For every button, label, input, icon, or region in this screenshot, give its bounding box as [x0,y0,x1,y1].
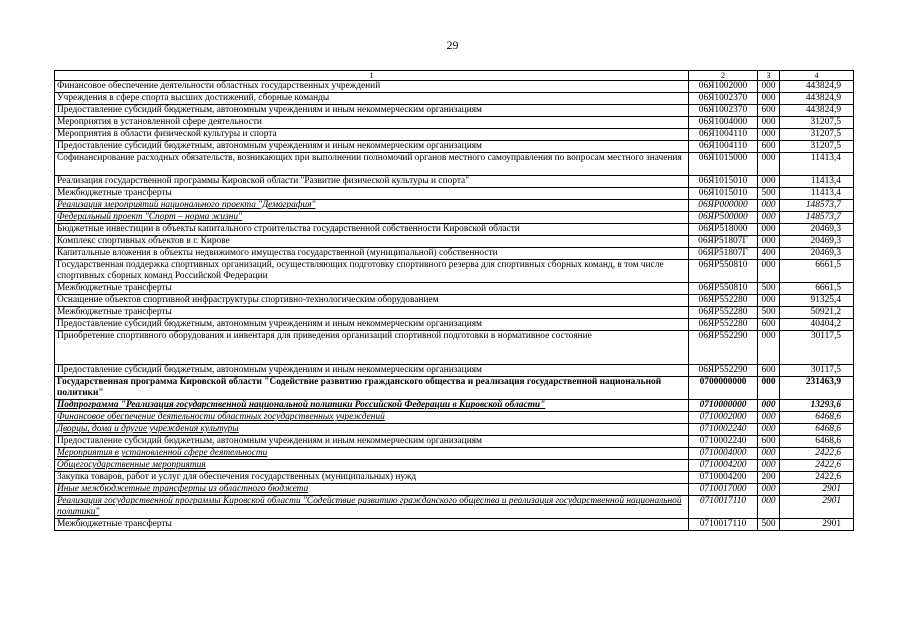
row-name: Мероприятия в установленной сфере деятельности [55,117,689,129]
row-amount: 20469,3 [780,224,854,236]
row-name: Мероприятия в установленной сфере деятельности [55,448,689,460]
row-amount: 30117,5 [780,331,854,365]
table-row [55,412,854,424]
table-row [55,307,854,319]
row-type: 000 [758,117,780,129]
row-amount: 11413,4 [780,176,854,188]
row-amount: 2422,6 [780,472,854,484]
row-code: 06Я1004000 [689,117,758,129]
row-amount: 13293,6 [780,400,854,412]
table-row [55,188,854,200]
row-name: Иные межбюджетные трансферты из областного бюджета [55,484,689,496]
table-row [55,153,854,176]
row-name: Предоставление субсидий бюджетным, автономным учреждениям и иным некоммерческим организациям [55,141,689,153]
table-row [55,484,854,496]
table-row [55,248,854,260]
row-name: Подпрограмма "Реализация государственной национальной политики Российской Федерации в Кировской области" [55,400,689,412]
table-row [55,117,854,129]
row-code: 06ЯP000000 [689,200,758,212]
table-row [55,236,854,248]
row-code: 0710002240 [689,424,758,436]
row-code: 06Я1004110 [689,129,758,141]
row-code: 06ЯP51807Г [689,236,758,248]
row-amount: 6468,6 [780,412,854,424]
table-row [55,295,854,307]
row-code: 06Я1015010 [689,188,758,200]
row-name: Предоставление субсидий бюджетным, автономным учреждениям и иным некоммерческим организациям [55,365,689,377]
row-type: 600 [758,141,780,153]
row-amount: 443824,9 [780,93,854,105]
row-code: 0710002240 [689,436,758,448]
row-type: 500 [758,519,780,531]
table-row [55,93,854,105]
row-code: 06ЯP552280 [689,295,758,307]
row-code: 06ЯP518000 [689,224,758,236]
row-name: Закупка товаров, работ и услуг для обеспечения государственных (муниципальных) нужд [55,472,689,484]
row-code: 0710017110 [689,519,758,531]
row-name: Дворцы, дома и другие учреждения культуры [55,424,689,436]
table-row [55,519,854,531]
table-row [55,129,854,141]
row-code: 06ЯP550810 [689,260,758,283]
row-type: 000 [758,331,780,365]
table-row [55,319,854,331]
row-type: 000 [758,236,780,248]
row-type: 000 [758,400,780,412]
row-name: Межбюджетные трансферты [55,519,689,531]
row-amount: 6468,6 [780,424,854,436]
row-code: 06Я1002370 [689,105,758,117]
table-row [55,472,854,484]
table-row [55,283,854,295]
header-col-1: 1 [55,71,689,81]
row-amount: 31207,5 [780,117,854,129]
row-code: 06Я1002370 [689,93,758,105]
header-row [55,71,854,81]
row-name: Предоставление субсидий бюджетным, автономным учреждениям и иным некоммерческим организациям [55,436,689,448]
row-amount: 20469,3 [780,248,854,260]
row-code: 0710002000 [689,412,758,424]
row-name: Государственная программа Кировской области "Содействие развитию гражданского общества и реализация государственной национальной политики" [55,377,689,400]
row-type: 000 [758,224,780,236]
row-amount: 40404,2 [780,319,854,331]
table-row [55,260,854,283]
row-code: 06ЯP550810 [689,283,758,295]
table-row [55,212,854,224]
row-amount: 6661,5 [780,260,854,283]
row-type: 200 [758,472,780,484]
row-name: Общегосударственные мероприятия [55,460,689,472]
row-name: Оснащение объектов спортивной инфраструктуры спортивно-технологическим оборудованием [55,295,689,307]
row-code: 06Я1015000 [689,153,758,176]
table-row [55,176,854,188]
header-col-3: 3 [758,71,780,81]
row-type: 000 [758,484,780,496]
row-code: 06ЯP552280 [689,307,758,319]
row-code: 0710017000 [689,484,758,496]
table-row [55,105,854,117]
row-name: Государственная поддержка спортивных организаций, осуществляющих подготовку спортивного резерва для спортивных сборных команд, в том числе спортивных сборных команд Российской Федерации [55,260,689,283]
row-name: Межбюджетные трансферты [55,307,689,319]
row-type: 000 [758,260,780,283]
row-name: Учреждения в сфере спорта высших достижений, сборные команды [55,93,689,105]
page-number: 29 [446,38,459,52]
row-amount: 2901 [780,519,854,531]
table-row [55,365,854,377]
row-amount: 11413,4 [780,153,854,176]
row-type: 500 [758,188,780,200]
row-amount: 443824,9 [780,105,854,117]
row-name: Предоставление субсидий бюджетным, автономным учреждениям и иным некоммерческим организациям [55,319,689,331]
row-amount: 443824,9 [780,81,854,93]
row-amount: 148573,7 [780,200,854,212]
row-code: 0710004200 [689,472,758,484]
row-type: 600 [758,319,780,331]
row-name: Межбюджетные трансферты [55,283,689,295]
row-type: 000 [758,129,780,141]
row-amount: 2422,6 [780,448,854,460]
row-name: Реализация государственной программы Кировской области "Развитие физической культуры и спорта" [55,176,689,188]
table-row [55,424,854,436]
row-type: 600 [758,365,780,377]
row-code: 0710017110 [689,496,758,519]
row-amount: 6661,5 [780,283,854,295]
row-code: 06ЯP51807Г [689,248,758,260]
row-type: 500 [758,283,780,295]
row-code: 06ЯP500000 [689,212,758,224]
row-type: 000 [758,424,780,436]
row-name: Финансовое обеспечение деятельности областных государственных учреждений [55,412,689,424]
row-name: Финансовое обеспечение деятельности областных государственных учреждений [55,81,689,93]
table-row [55,460,854,472]
row-type: 600 [758,436,780,448]
row-type: 000 [758,93,780,105]
row-type: 000 [758,81,780,93]
row-code: 06Я1004110 [689,141,758,153]
table-row [55,331,854,365]
row-type: 000 [758,295,780,307]
row-name: Комплекс спортивных объектов в г. Кирове [55,236,689,248]
row-code: 0710004000 [689,448,758,460]
row-amount: 148573,7 [780,212,854,224]
row-name: Бюджетные инвестиции в объекты капитального строительства государственной собственности Кировской области [55,224,689,236]
row-type: 000 [758,153,780,176]
row-name: Софинансирование расходных обязательств, возникающих при выполнении полномочий органов местного самоуправления по вопросам местного значения [55,153,689,176]
table-row [55,200,854,212]
row-amount: 231463,9 [780,377,854,400]
row-type: 000 [758,496,780,519]
row-code: 0710000000 [689,400,758,412]
row-amount: 2901 [780,496,854,519]
row-amount: 20469,3 [780,236,854,248]
row-type: 600 [758,105,780,117]
row-amount: 31207,5 [780,141,854,153]
table-row [55,377,854,400]
table-row [55,436,854,448]
row-amount: 50921,2 [780,307,854,319]
row-amount: 6468,6 [780,436,854,448]
row-type: 000 [758,460,780,472]
row-amount: 2422,6 [780,460,854,472]
table-row [55,224,854,236]
row-name: Мероприятия в области физической культуры и спорта [55,129,689,141]
row-type: 000 [758,200,780,212]
row-code: 06Я1015010 [689,176,758,188]
row-type: 000 [758,377,780,400]
row-amount: 2901 [780,484,854,496]
row-name: Межбюджетные трансферты [55,188,689,200]
row-type: 000 [758,412,780,424]
row-type: 000 [758,448,780,460]
row-name: Капитальные вложения в объекты недвижимого имущества государственной (муниципальной) собственности [55,248,689,260]
row-name: Реализация мероприятий национального проекта "Демография" [55,200,689,212]
header-col-2: 2 [689,71,758,81]
row-code: 06Я1002000 [689,81,758,93]
table-row [55,400,854,412]
row-code: 06ЯP552290 [689,331,758,365]
row-type: 000 [758,176,780,188]
row-code: 0700000000 [689,377,758,400]
row-type: 500 [758,307,780,319]
row-amount: 11413,4 [780,188,854,200]
row-amount: 31207,5 [780,129,854,141]
row-amount: 30117,5 [780,365,854,377]
row-code: 06ЯP552290 [689,365,758,377]
header-col-4: 4 [780,71,854,81]
table-row [55,141,854,153]
row-amount: 91325,4 [780,295,854,307]
row-code: 06ЯP552280 [689,319,758,331]
row-type: 400 [758,248,780,260]
table-row [55,448,854,460]
row-code: 0710004200 [689,460,758,472]
row-name: Реализация государственной программы Кировской области "Содействие развитию гражданского общества и реализация государственной национальной политики" [55,496,689,519]
row-name: Предоставление субсидий бюджетным, автономным учреждениям и иным некоммерческим организациям [55,105,689,117]
row-name: Приобретение спортивного оборудования и инвентаря для приведения организаций спортивной подготовки в нормативное состояние [55,331,689,365]
row-type: 000 [758,212,780,224]
budget-table [54,70,854,531]
table-row [55,496,854,519]
table-row [55,81,854,93]
row-name: Федеральный проект "Спорт – норма жизни" [55,212,689,224]
